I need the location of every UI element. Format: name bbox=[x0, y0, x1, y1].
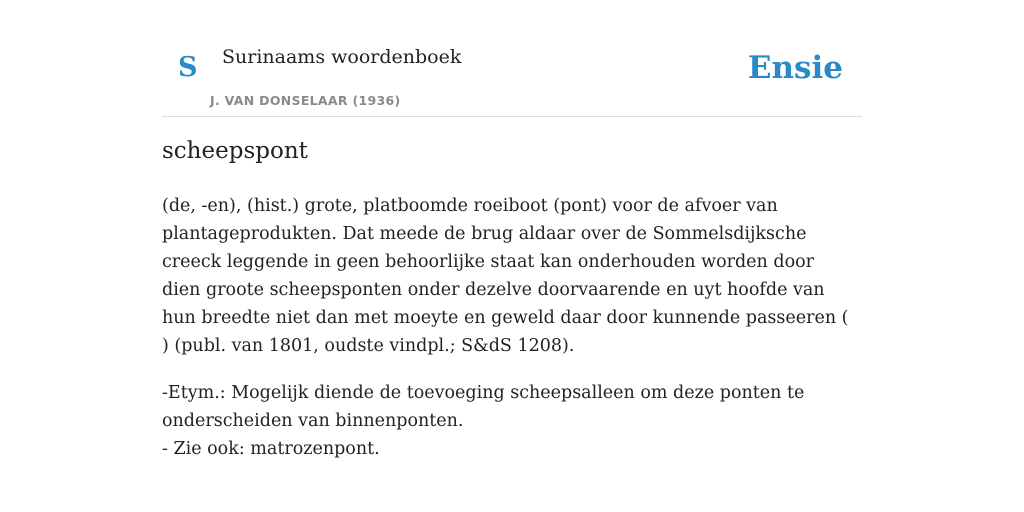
entry-etymology: -Etym.: Mogelijk diende de toevoeging scheepsalleen om deze ponten te onderscheiden van binnenponten. bbox=[162, 383, 805, 431]
entry-definition: (de, -en), (hist.) grote, platboomde roeiboot (pont) voor de afvoer van plantageprodukten. Dat meede de brug aldaar over de Sommelsdijksche creeck leggende in geen behoorlijke staat kan onderhouden worden door dien groote scheepsponten onder dezelve doorvaarende en uyt hoofde van hun breedte niet dan met moeyte en geweld daar door kunnende passeeren ( ) (publ. van 1801, oudste vindpl.; S&dS 1208). bbox=[162, 196, 849, 356]
dictionary-header bbox=[162, 0, 862, 117]
see-also-prefix: - Zie ook: bbox=[162, 439, 251, 459]
see-also-link[interactable]: matrozenpont bbox=[250, 439, 375, 459]
see-also-suffix: . bbox=[374, 439, 380, 459]
dictionary-logo[interactable]: S bbox=[178, 52, 198, 83]
entry-headword: scheepspont bbox=[162, 138, 308, 164]
dictionary-title[interactable]: Surinaams woordenboek bbox=[222, 46, 462, 68]
entry-etymology-block bbox=[162, 379, 852, 463]
dictionary-author: J. VAN DONSELAAR (1936) bbox=[210, 93, 401, 108]
ensie-brand-link[interactable]: Ensie bbox=[747, 50, 843, 86]
see-also-line bbox=[162, 435, 852, 463]
